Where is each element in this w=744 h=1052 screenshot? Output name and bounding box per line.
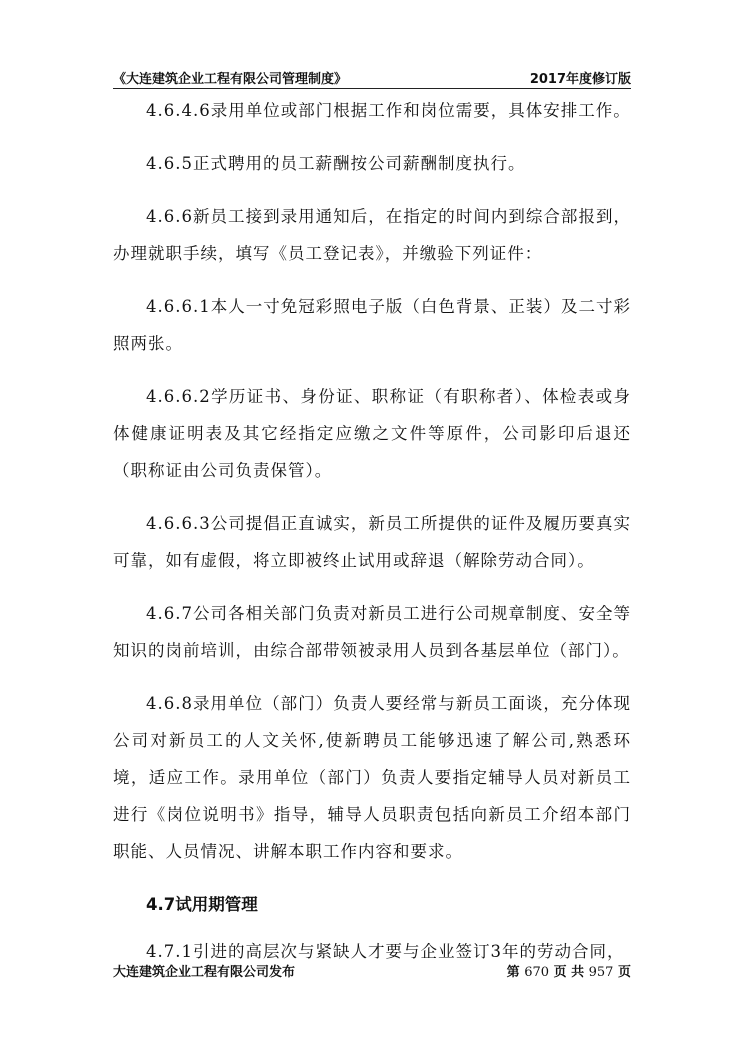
header-document-title: 《大连建筑企业工程有限公司管理制度》 [113,72,348,87]
section-title-4-7: 4.7试用期管理 [146,895,258,914]
paragraph-4-6-8: 4.6.8录用单位（部门）负责人要经常与新员工面谈，充分体现公司对新员工的人文关怀,使新聘员工能够迅速了解公司,熟悉环境，适应工作。录用单位（部门）负责人要指定辅导人员对新员工进行《岗位说明书》指导，辅导人员职责包括向新员工介绍本部门职能、人员情况、讲解本职工作内容和要求。 [113,694,631,861]
page-footer [113,961,631,981]
total-page-number: 957 [588,965,614,980]
page-header [113,66,631,89]
document-body [113,92,631,986]
paragraph-4-6-6: 4.6.6新员工接到录用通知后，在指定的时间内到综合部报到，办理就职手续，填写《员工登记表》，并缴验下列证件： [113,207,631,263]
paragraph-4-6-6-2: 4.6.6.2学历证书、身份证、职称证（有职称者）、体检表或身体健康证明表及其它经指定应缴之文件等原件，公司影印后退还（职称证由公司负责保管）。 [113,387,631,480]
paragraph-4-6-5: 4.6.5正式聘用的员工薪酬按公司薪酬制度执行。 [146,154,526,173]
paragraph-4-6-6-3: 4.6.6.3公司提倡正直诚实，新员工所提供的证件及履历要真实可靠，如有虚假，将立即被终止试用或辞退（解除劳动合同）。 [113,514,631,570]
paragraph-4-6-6-1: 4.6.6.1本人一寸免冠彩照电子版（白色背景、正装）及二寸彩照两张。 [113,297,631,353]
page-number [507,961,631,980]
paragraph-4-7-1: 4.7.1引进的高层次与紧缺人才要与企业签订3年的劳动合同， [146,942,625,961]
page-prefix: 第 [506,965,520,980]
page-suffix: 页 [617,965,631,980]
paragraph-4-6-4-6: 4.6.4.6录用单位或部门根据工作和岗位需要，具体安排工作。 [146,101,631,120]
current-page-number: 670 [524,965,550,980]
page-mid: 页 共 [553,965,585,980]
header-edition: 2017年度修订版 [529,72,631,87]
paragraph-4-6-7: 4.6.7公司各相关部门负责对新员工进行公司规章制度、安全等知识的岗前培训，由综合部带领被录用人员到各基层单位（部门）。 [113,604,631,660]
footer-publisher: 大连建筑企业工程有限公司发布 [113,965,296,980]
